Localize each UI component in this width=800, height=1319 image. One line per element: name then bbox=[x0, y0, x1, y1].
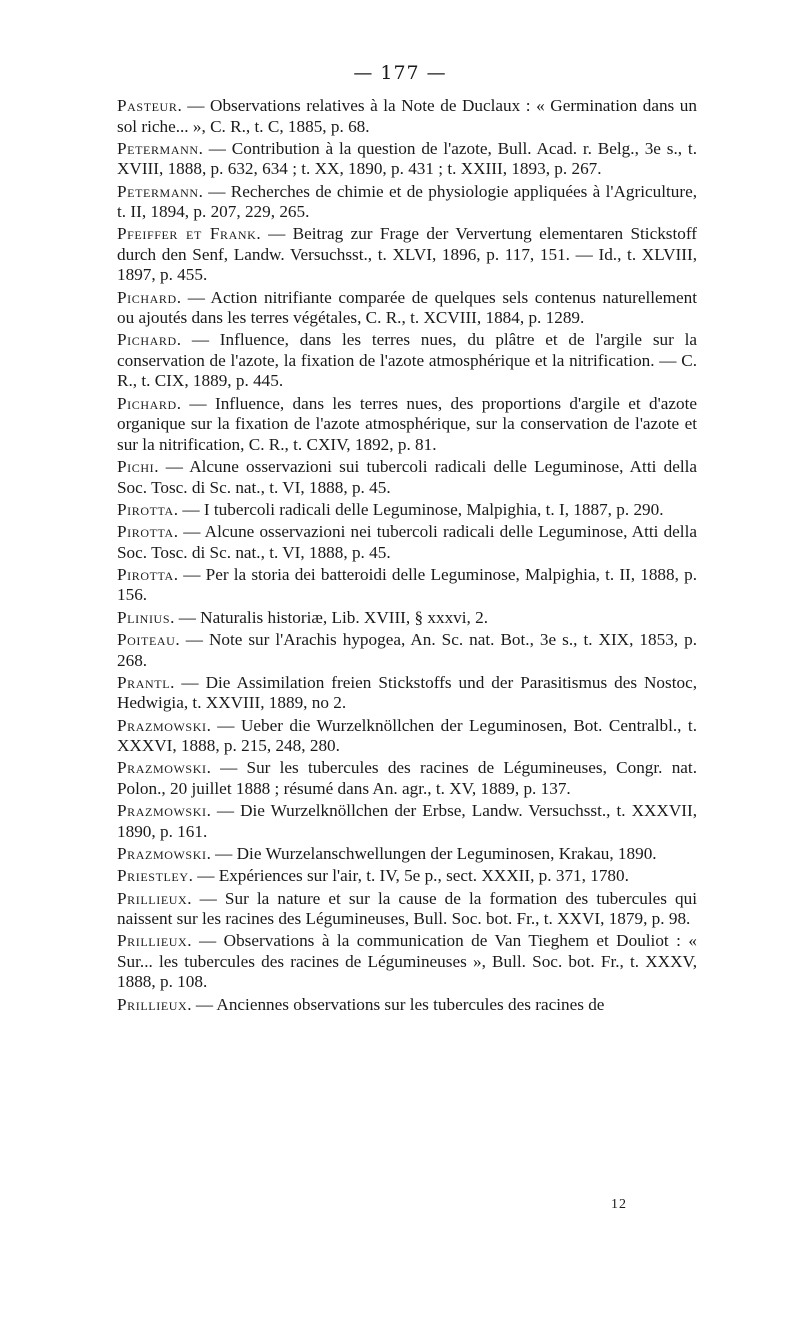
bibliography-entry bbox=[117, 139, 697, 180]
entry-author: Petermann bbox=[117, 138, 199, 158]
entry-author: Pirotta bbox=[117, 564, 174, 584]
entry-text: . — Note sur l'Arachis hypogea, An. Sc. nat. Bot., 3e s., t. XIX, 1853, p. 268. bbox=[117, 630, 697, 670]
bibliography-entry bbox=[117, 801, 697, 842]
entry-author: Pichard bbox=[117, 287, 177, 307]
entry-author: Prillieux bbox=[117, 994, 188, 1014]
entry-text: . — I tubercoli radicali delle Leguminose, Malpighia, t. I, 1887, p. 290. bbox=[173, 499, 664, 519]
entry-text: . — Influence, dans les terres nues, des proportions d'argile et d'azote organique sur la fixation de l'azote atmosphérique, sur la conservation de l'azote et sur la nitrification, C. R., t. CXIV, 1892, p. 81. bbox=[117, 393, 697, 454]
entry-author: Pichard bbox=[117, 330, 177, 350]
entry-text: . — Die Assimilation freien Stickstoffs und der Parasitismus des Nostoc, Hedwigia, t. XXVIII, 1889, no 2. bbox=[117, 672, 697, 713]
entry-author: Plinius bbox=[117, 607, 171, 627]
entry-author: Pirotta bbox=[117, 499, 174, 519]
entry-author: Prillieux bbox=[117, 931, 188, 951]
bibliography-entry bbox=[117, 522, 697, 563]
bibliography-entry bbox=[117, 224, 697, 286]
entry-author: Petermann bbox=[117, 181, 199, 201]
entry-author: Pfeiffer et Frank bbox=[117, 224, 257, 244]
entry-text: . — Contribution à la question de l'azote, Bull. Acad. r. Belg., 3e s., t. XVIII, 1888, p. 632, 634 ; t. XX, 1890, p. 431 ; t. XXIII, 1893, p. 267. bbox=[117, 138, 697, 179]
bibliography-entry bbox=[117, 500, 697, 521]
entry-text: . — Observations à la communication de Van Tieghem et Douliot : « Sur... les tubercules des racines de Légumineuses », Bull. Soc. bot. Fr., t. XXXV, 1888, p. 108. bbox=[117, 931, 697, 992]
bibliography-entry bbox=[117, 716, 697, 757]
entry-author: Prazmowski bbox=[117, 844, 207, 864]
entry-text: . — Beitrag zur Frage der Ververtung elementaren Stickstoff durch den Senf, Landw. Versuchsst., t. XLVI, 1896, p. 117, 151. — Id., t. XLVIII, 1897, p. 455. bbox=[117, 224, 697, 285]
bibliography-entry bbox=[117, 995, 697, 1016]
entry-text: . — Sur les tubercules des racines de Légumineuses, Congr. nat. Polon., 20 juillet 1888 ; résumé dans An. agr., t. XV, 1889, p. 137. bbox=[117, 758, 697, 798]
bibliography-entry bbox=[117, 96, 697, 137]
bibliography-entry bbox=[117, 889, 697, 930]
bibliography-entry bbox=[117, 330, 697, 392]
entry-text: . — Recherches de chimie et de physiologie appliquées à l'Agriculture, t. II, 1894, p. 207, 229, 265. bbox=[117, 181, 697, 222]
entry-author: Prazmowski bbox=[117, 758, 207, 778]
entry-text: . — Alcune osservazioni sui tubercoli radicali delle Leguminose, Atti della Soc. Tosc. di Sc. nat., t. VI, 1888, p. 45. bbox=[117, 457, 697, 497]
entry-text: . — Die Wurzelanschwellungen der Leguminosen, Krakau, 1890. bbox=[206, 844, 657, 864]
entry-author: Priestley bbox=[117, 866, 189, 886]
entry-author: Poiteau bbox=[117, 630, 176, 650]
bibliography-entry bbox=[117, 565, 697, 606]
entry-text: . — Sur la nature et sur la cause de la formation des tubercules qui naissent sur les racines des Légumineuses, Bull. Soc. bot. Fr., t. XXVI, 1879, p. 98. bbox=[117, 888, 697, 929]
entry-text: . — Alcune osservazioni nei tubercoli radicali delle Leguminose, Atti della Soc. Tosc. di Sc. nat., t. VI, 1888, p. 45. bbox=[117, 522, 697, 562]
bibliography-entry bbox=[117, 182, 697, 223]
entry-text: . — Die Wurzelknöllchen der Erbse, Landw. Versuchsst., t. XXXVII, 1890, p. 161. bbox=[117, 801, 697, 841]
bibliography-entry bbox=[117, 457, 697, 498]
entry-text: . — Ueber die Wurzelknöllchen der Leguminosen, Bot. Centralbl., t. XXXVI, 1888, p. 215, 248, 280. bbox=[117, 715, 697, 756]
page-number: — 177 — bbox=[353, 62, 447, 84]
bibliography-entry bbox=[117, 673, 697, 714]
bibliography-entry bbox=[117, 608, 697, 629]
entry-text: . — Anciennes observations sur les tubercules des racines de bbox=[187, 994, 605, 1014]
entry-text: . — Influence, dans les terres nues, du plâtre et de l'argile sur la conservation de l'azote, la fixation de l'azote atmosphérique et la nitrification. — C. R., t. CIX, 1889, p. 445. bbox=[117, 330, 697, 391]
bibliography-entry bbox=[117, 288, 697, 329]
entry-author: Pichard bbox=[117, 393, 177, 413]
entry-text: . — Naturalis historiæ, Lib. XVIII, § xxxvi, 2. bbox=[170, 607, 489, 627]
entry-text: . — Per la storia dei batteroidi delle Leguminose, Malpighia, t. II, 1888, p. 156. bbox=[117, 564, 697, 605]
bibliography-entry bbox=[117, 630, 697, 671]
entry-author: Prazmowski bbox=[117, 801, 207, 821]
entry-text: . — Expériences sur l'air, t. IV, 5e p., sect. XXXII, p. 371, 1780. bbox=[188, 866, 629, 886]
entry-author: Prazmowski bbox=[117, 715, 207, 735]
entry-author: Prillieux bbox=[117, 888, 188, 908]
bibliography-entry bbox=[117, 844, 697, 865]
entry-author: Prantl bbox=[117, 672, 171, 692]
entry-text: . — Observations relatives à la Note de Duclaux : « Germination dans un sol riche... », C. R., t. C, 1885, p. 68. bbox=[117, 96, 697, 136]
signature-mark: 12 bbox=[611, 1197, 627, 1212]
bibliography-entry bbox=[117, 931, 697, 993]
entry-author: Pirotta bbox=[117, 522, 174, 542]
entry-author: Pasteur bbox=[117, 96, 178, 115]
bibliography-entry bbox=[117, 394, 697, 456]
entry-text: . — Action nitrifiante comparée de quelques sels contenus naturellement ou ajoutés dans les terres végétales, C. R., t. XCVIII, 1884, p. 1289. bbox=[117, 287, 697, 328]
bibliography-list bbox=[117, 96, 697, 1017]
bibliography-entry bbox=[117, 758, 697, 799]
bibliography-entry bbox=[117, 866, 697, 887]
entry-author: Pichi bbox=[117, 457, 155, 477]
